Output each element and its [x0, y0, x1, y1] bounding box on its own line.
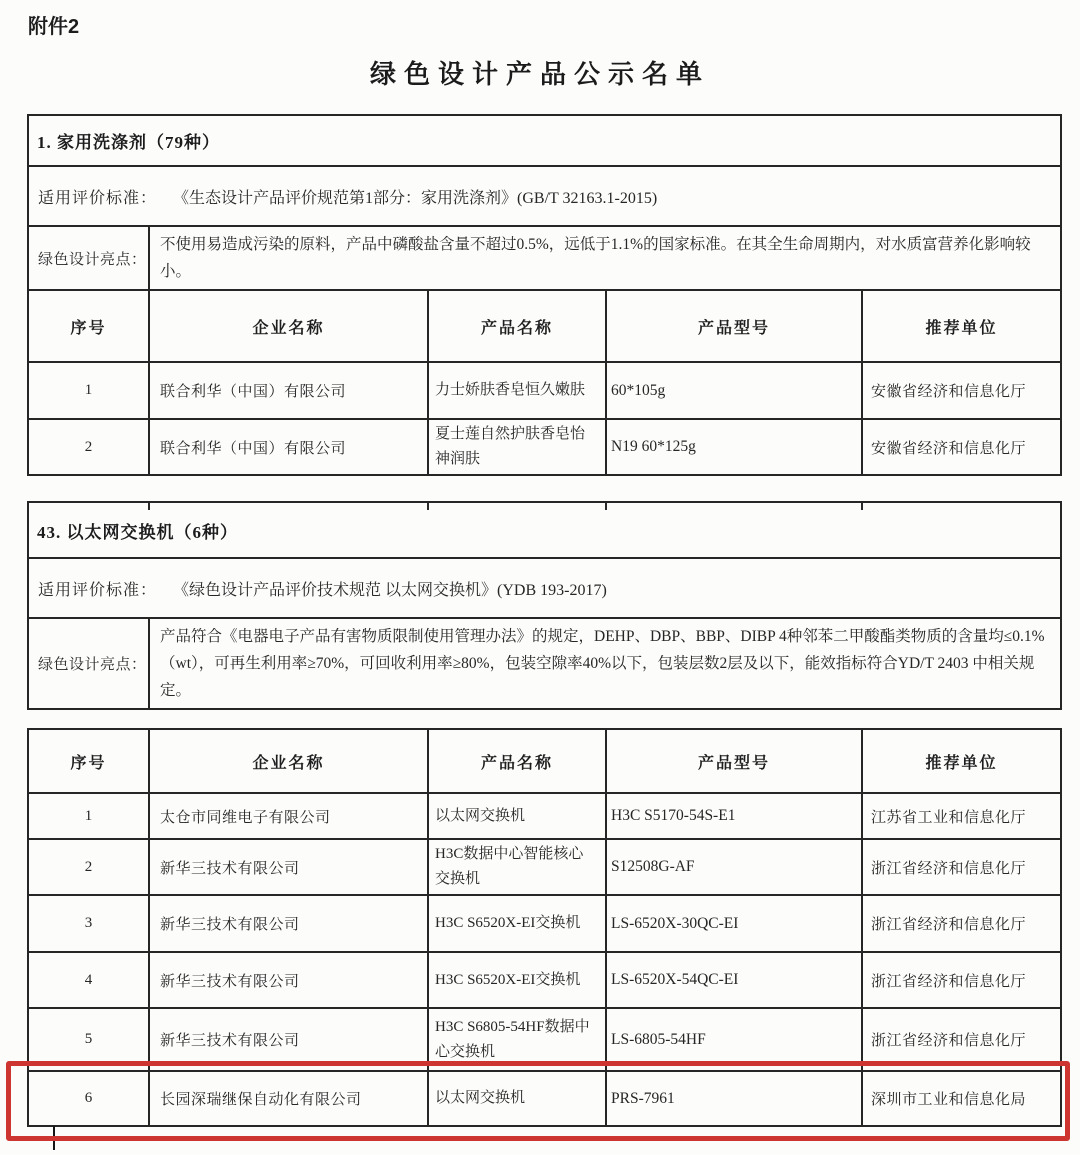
table-row — [28, 952, 1061, 1008]
section-43-meta-table — [27, 501, 1060, 710]
column-header-recommender: 推荐单位 — [862, 729, 1061, 793]
recommender-cell: 安徽省经济和信息化厅 — [862, 362, 1061, 419]
table-row — [28, 362, 1061, 419]
product-name-cell: H3C S6520X-EI交换机 — [428, 895, 606, 952]
grid-stub — [148, 503, 150, 510]
column-header-product: 产品名称 — [428, 290, 606, 362]
standard-cell — [28, 558, 1061, 618]
product-name-cell: 以太网交换机 — [428, 1071, 606, 1126]
section-1-table — [27, 114, 1060, 476]
column-header-model: 产品型号 — [606, 290, 862, 362]
recommender-cell: 浙江省经济和信息化厅 — [862, 952, 1061, 1008]
product-name-cell: H3C S6805-54HF数据中心交换机 — [428, 1008, 606, 1071]
product-name-cell: H3C数据中心智能核心交换机 — [428, 839, 606, 895]
product-model-cell: LS-6805-54HF — [606, 1008, 862, 1071]
product-model-cell: PRS-7961 — [606, 1071, 862, 1126]
company-cell: 太仓市同维电子有限公司 — [149, 793, 428, 839]
section-1-heading-row — [28, 115, 1061, 166]
section-1-standard-row — [28, 166, 1061, 226]
recommender-cell: 浙江省经济和信息化厅 — [862, 1008, 1061, 1071]
standard-label: 适用评价标准： — [38, 189, 158, 207]
product-model-cell: 60*105g — [606, 362, 862, 419]
highlight-text: 产品符合《电器电子产品有害物质限制使用管理办法》的规定，DEHP、DBP、BBP、DIBP 4种邻苯二甲酸酯类物质的含量均≤0.1%（wt），可再生利用率≥70%，可回收利用率≥80%，包装空隙率40%以下，包装层数2层及以下，能效指标符合YD/T 2403 中相关规定。 — [149, 618, 1061, 709]
product-name-cell: 以太网交换机 — [428, 793, 606, 839]
recommender-cell: 浙江省经济和信息化厅 — [862, 839, 1061, 895]
section-heading: 43. 以太网交换机（6种） — [28, 502, 1061, 558]
column-header-company: 企业名称 — [149, 729, 428, 793]
table-row — [28, 419, 1061, 475]
row-index-cell: 1 — [28, 362, 149, 419]
product-model-cell: S12508G-AF — [606, 839, 862, 895]
columns-header-row — [28, 729, 1061, 793]
column-header-company: 企业名称 — [149, 290, 428, 362]
table-row — [28, 1008, 1061, 1071]
page-title: 绿色设计产品公示名单 — [369, 59, 710, 89]
column-header-index: 序号 — [28, 290, 149, 362]
company-cell: 联合利华（中国）有限公司 — [149, 362, 428, 419]
highlight-text: 不使用易造成污染的原料，产品中磷酸盐含量不超过0.5%，远低于1.1%的国家标准。在其全生命周期内，对水质富营养化影响较小。 — [149, 226, 1061, 290]
section-43-highlight-row — [28, 618, 1061, 709]
columns-header-row — [28, 290, 1061, 362]
section-43-heading-row — [28, 502, 1061, 558]
product-model-cell: N19 60*125g — [606, 419, 862, 475]
standard-text: 《生态设计产品评价规范第1部分：家用洗涤剂》(GB/T 32163.1-2015) — [173, 189, 658, 207]
company-cell: 新华三技术有限公司 — [149, 952, 428, 1008]
product-name-cell: 夏士莲自然护肤香皂怡神润肤 — [428, 419, 606, 475]
standard-label: 适用评价标准： — [38, 581, 158, 599]
column-header-model: 产品型号 — [606, 729, 862, 793]
section-1-highlight-row — [28, 226, 1061, 290]
section-heading: 1. 家用洗涤剂（79种） — [28, 115, 1061, 166]
product-model-cell: H3C S5170-54S-E1 — [606, 793, 862, 839]
highlight-label: 绿色设计亮点： — [28, 618, 149, 709]
recommender-cell: 深圳市工业和信息化局 — [862, 1071, 1061, 1126]
company-cell: 长园深瑞继保自动化有限公司 — [149, 1071, 428, 1126]
table-row — [28, 839, 1061, 895]
standard-cell — [28, 166, 1061, 226]
table-row — [28, 793, 1061, 839]
highlight-label: 绿色设计亮点： — [28, 226, 149, 290]
product-model-cell: LS-6520X-30QC-EI — [606, 895, 862, 952]
product-model-cell: LS-6520X-54QC-EI — [606, 952, 862, 1008]
standard-text: 《绿色设计产品评价技术规范 以太网交换机》(YDB 193-2017) — [173, 581, 607, 599]
product-name-cell: H3C S6520X-EI交换机 — [428, 952, 606, 1008]
row-index-cell: 3 — [28, 895, 149, 952]
company-cell: 新华三技术有限公司 — [149, 895, 428, 952]
company-cell: 新华三技术有限公司 — [149, 1008, 428, 1071]
product-name-cell: 力士娇肤香皂恒久嫩肤 — [428, 362, 606, 419]
recommender-cell: 浙江省经济和信息化厅 — [862, 895, 1061, 952]
section-43-standard-row — [28, 558, 1061, 618]
table-row-highlighted — [28, 1071, 1061, 1126]
section-43-products-table — [27, 728, 1060, 1127]
company-cell: 联合利华（中国）有限公司 — [149, 419, 428, 475]
row-index-cell: 5 — [28, 1008, 149, 1071]
recommender-cell: 安徽省经济和信息化厅 — [862, 419, 1061, 475]
recommender-cell: 江苏省工业和信息化厅 — [862, 793, 1061, 839]
row-index-cell: 6 — [28, 1071, 149, 1126]
row-index-cell: 4 — [28, 952, 149, 1008]
row-index-cell: 2 — [28, 839, 149, 895]
column-tick — [53, 1126, 55, 1150]
grid-stub — [861, 503, 863, 510]
attachment-label: 附件2 — [28, 16, 80, 38]
column-header-recommender: 推荐单位 — [862, 290, 1061, 362]
grid-stub — [427, 503, 429, 510]
table-row — [28, 895, 1061, 952]
company-cell: 新华三技术有限公司 — [149, 839, 428, 895]
grid-stub — [605, 503, 607, 510]
row-index-cell: 1 — [28, 793, 149, 839]
row-index-cell: 2 — [28, 419, 149, 475]
column-header-product: 产品名称 — [428, 729, 606, 793]
column-header-index: 序号 — [28, 729, 149, 793]
